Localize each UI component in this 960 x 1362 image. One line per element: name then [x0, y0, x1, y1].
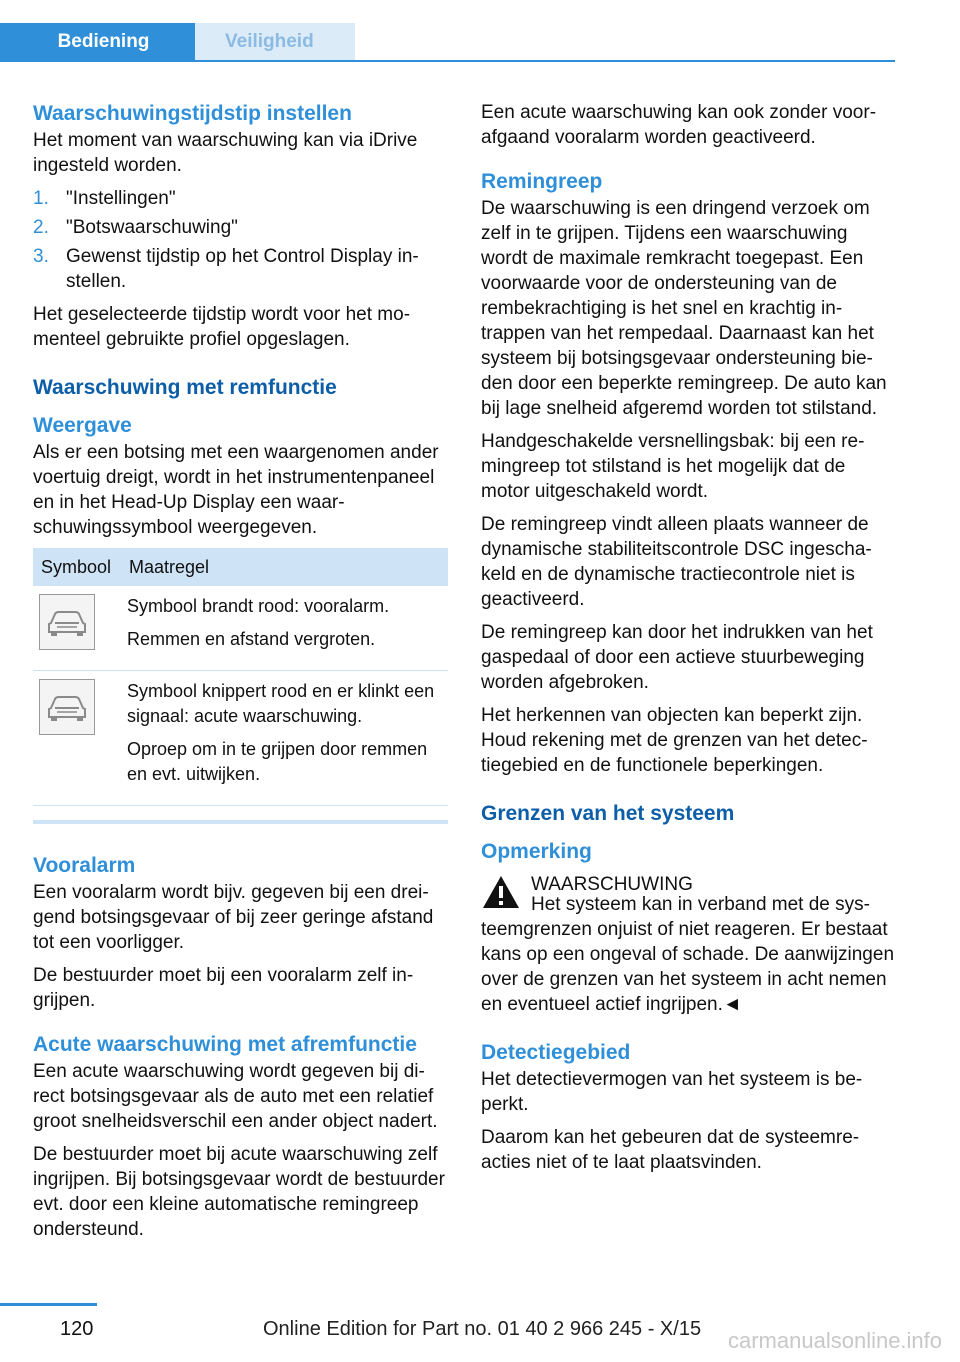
paragraph: Een acute waarschuwing kan ook zonder voorafgaand vooralarm worden geactiveerd. — [481, 102, 877, 148]
paragraph: De waarschuwing is een dringend verzoek om zelf in te grijpen. Tijdens een waarschuwing wordt de maximale remkracht toegepast. Een voorwaarde voor de ondersteuning van de rembekrachtiging is het snel en krachtig intrappen van het rempedaal. Daarnaast kan het systeem bij botsingsgevaar ondersteuning bieden door een beperkte remingreep. De auto kan bij lage snelheid afgeremd worden tot stilstand. — [481, 198, 887, 419]
heading-waarschuwingstijdstip: Waarschuwingstijdstip instellen — [33, 102, 352, 125]
table-end-rule — [33, 820, 448, 824]
footer-rule — [0, 1303, 97, 1306]
paragraph: Het moment van waarschuwing kan via iDrive ingesteld worden. — [33, 130, 418, 176]
table-row — [33, 586, 448, 671]
heading-acute-waarschuwing: Acute waarschuwing met afremfunctie — [33, 1033, 417, 1056]
section-tabs — [0, 23, 355, 61]
right-column — [481, 100, 896, 1183]
paragraph: De bestuurder moet bij acute waarschuwing zelf ingrijpen. Bij botsingsgevaar wordt de bestuurder evt. door een kleine automatische remingreep ondersteund. — [33, 1144, 445, 1240]
list-item: 1. "Instellingen" — [33, 188, 176, 209]
car-warning-icon — [39, 594, 95, 650]
heading-opmerking: Opmerking — [481, 840, 592, 863]
car-warning-icon — [39, 679, 95, 735]
tab-veiligheid[interactable]: Veiligheid — [195, 23, 355, 61]
paragraph: Het herkennen van objecten kan beperkt zijn. Houd rekening met de grenzen van het detectiegebied en de functionele beperkingen. — [481, 705, 868, 776]
watermark: carmanualsonline.info — [728, 1328, 943, 1353]
paragraph: Daarom kan het gebeuren dat de systeemreacties niet of te laat plaatsvinden. — [481, 1127, 860, 1173]
heading-weergave: Weergave — [33, 414, 132, 437]
table-row — [33, 671, 448, 806]
paragraph: Het geselecteerde tijdstip wordt voor het momenteel gebruikte profiel opgeslagen. — [33, 304, 411, 350]
heading-grenzen: Grenzen van het systeem — [481, 802, 735, 825]
paragraph: De remingreep kan door het indrukken van het gaspedaal of door een actieve stuurbeweging worden afgebroken. — [481, 622, 873, 693]
paragraph: Als er een botsing met een waargenomen ander voertuig dreigt, wordt in het instrumentenpaneel en in het Head-Up Display een waarschuwingssymbool weergegeven. — [33, 442, 439, 538]
paragraph: Een vooralarm wordt bijv. gegeven bij een dreigend botsingsgevaar of bij zeer geringe afstand tot een voorligger. — [33, 882, 434, 953]
list-item: 3. Gewenst tijdstip op het Control Display instellen. — [33, 246, 419, 292]
paragraph: Het detectievermogen van het systeem is beperkt. — [481, 1069, 863, 1115]
heading-vooralarm: Vooralarm — [33, 854, 136, 877]
left-column — [33, 100, 448, 1250]
symbol-table — [33, 548, 448, 806]
heading-detectiegebied: Detectiegebied — [481, 1041, 631, 1064]
table-cell-text: Remmen en afstand vergroten. — [127, 629, 376, 649]
page-number: 120 — [60, 1318, 94, 1340]
warning-title: WAARSCHUWING — [531, 874, 693, 895]
edition-footer: Online Edition for Part no. 01 40 2 966 245 - X/15 — [263, 1318, 702, 1340]
heading-remfunctie: Waarschuwing met remfunctie — [33, 376, 337, 399]
paragraph: Een acute waarschuwing wordt gegeven bij direct botsingsgevaar als de auto met een relatief groot snelheidsverschil een ander object nadert. — [33, 1061, 438, 1132]
steps-list — [33, 186, 448, 294]
paragraph: Handgeschakelde versnellingsbak: bij een remingreep tot stilstand is het mogelijk dat de motor uitgeschakeld wordt. — [481, 431, 865, 502]
table-cell-text: Oproep om in te grijpen door remmen en evt. uitwijken. — [127, 739, 428, 784]
warning-triangle-icon — [481, 874, 521, 917]
paragraph: De remingreep vindt alleen plaats wanneer de dynamische stabiliteitscontrole DSC ingeschakeld en de dynamische tractiecontrole niet is geactiveerd. — [481, 514, 872, 610]
table-header-symbool: Symbool — [33, 548, 121, 586]
heading-remingreep: Remingreep — [481, 170, 603, 193]
warning-text: Het systeem kan in verband met de systeemgrenzen onjuist of niet reageren. Er bestaat kans op een ongeval of schade. De aanwijzingen over de grenzen van het systeem in acht nemen en eventueel actief ingrijpen.◄ — [481, 894, 895, 1015]
list-item: 2. "Botswaarschuwing" — [33, 217, 238, 238]
table-header-maatregel: Maatregel — [121, 548, 448, 586]
paragraph: De bestuurder moet bij een vooralarm zelf ingrijpen. — [33, 965, 414, 1011]
table-cell-text: Symbool brandt rood: vooralarm. — [127, 596, 390, 616]
table-cell-text: Symbool knippert rood en er klinkt een signaal: acute waarschuwing. — [127, 681, 435, 726]
tab-bediening[interactable]: Bediening — [0, 23, 195, 61]
header-rule — [0, 60, 895, 62]
